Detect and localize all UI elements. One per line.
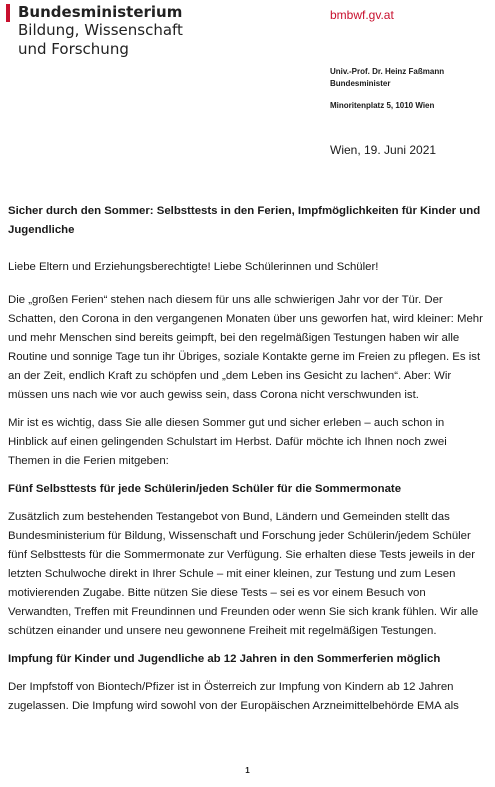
sender-title: Bundesminister	[330, 79, 391, 88]
sender-block	[330, 66, 444, 90]
ministry-name-line1: Bundesministerium	[18, 3, 183, 21]
paragraph-2: Mir ist es wichtig, dass Sie alle diesen Sommer gut und sicher erleben – auch schon in Hinblick auf einen gelingenden Schulstart im Herbst. Dafür möchte ich Ihnen noch zwei Themen in die Ferien mitgeben:	[8, 417, 447, 467]
website-link[interactable]: bmbwf.gv.at	[330, 8, 394, 22]
letter-subject: Sicher durch den Sommer: Selbsttests in den Ferien, Impfmöglichkeiten für Kinder und Jugendliche	[8, 205, 481, 236]
austrian-flag-bar	[6, 4, 10, 22]
section-heading-vaccination: Impfung für Kinder und Jugendliche ab 12 Jahren in den Sommerferien möglich	[8, 653, 441, 665]
ministry-name-line2: Bildung, Wissenschaft	[18, 21, 183, 39]
paragraph-4: Der Impfstoff von Biontech/Pfizer ist in Österreich zur Impfung von Kindern ab 12 Jahren zugelassen. Die Impfung wird sowohl von der Europäischen Arzneimittelbehörde EMA als	[8, 681, 459, 712]
paragraph-3: Zusätzlich zum bestehenden Testangebot von Bund, Ländern und Gemeinden stellt das Bundesministerium für Bildung, Wissenschaft und Forschung jeder Schülerin/jedem Schüler fünf Selbsttests für die Sommermonate zur Verfügung. Sie erhalten diese Tests jeweils in der letzten Schulwoche direkt in Ihrer Schule – mit einer kleinen, zur Testung und zum Lesen motivierenden Zugabe. Bitte nützen Sie diese Tests – sei es vor einem Besuch von Verwandten, Treffen mit Freundinnen und Freunden oder wenn Sie sich krank fühlen. Wir alle schützen einander und unsere neu gewonnene Freiheit mit regelmäßigen Testungen.	[8, 511, 479, 637]
ministry-logo	[18, 3, 183, 59]
sender-name: Univ.-Prof. Dr. Heinz Faßmann	[330, 67, 445, 76]
page-number: 1	[245, 766, 250, 775]
sender-address: Minoritenplatz 5, 1010 Wien	[330, 101, 435, 110]
paragraph-1: Die „großen Ferien“ stehen nach diesem für uns alle schwierigen Jahr vor der Tür. Der Schatten, den Corona in den vergangenen Monaten über uns geworfen hat, wird kleiner: Mehr und mehr Menschen sind bereits geimpft, bei den regelmäßigen Testungen haben wir alle Routine und sonnige Tage tun ihr Übriges, soziale Kontakte gerne im Freien zu pflegen. Es ist an der Zeit, endlich Kraft zu schöpfen und „dem Leben ins Gesicht zu lachen“. Aber: Wir müssen uns nach wie vor auch gewiss sein, dass Corona nicht verschwunden ist.	[8, 294, 483, 401]
ministry-name-line3: und Forschung	[18, 40, 129, 58]
letter-greeting: Liebe Eltern und Erziehungsberechtigte! Liebe Schülerinnen und Schüler!	[8, 261, 379, 273]
letter-date: Wien, 19. Juni 2021	[330, 143, 437, 157]
section-heading-selftests: Fünf Selbsttests für jede Schülerin/jeden Schüler für die Sommermonate	[8, 483, 402, 495]
letter-body	[8, 202, 486, 725]
